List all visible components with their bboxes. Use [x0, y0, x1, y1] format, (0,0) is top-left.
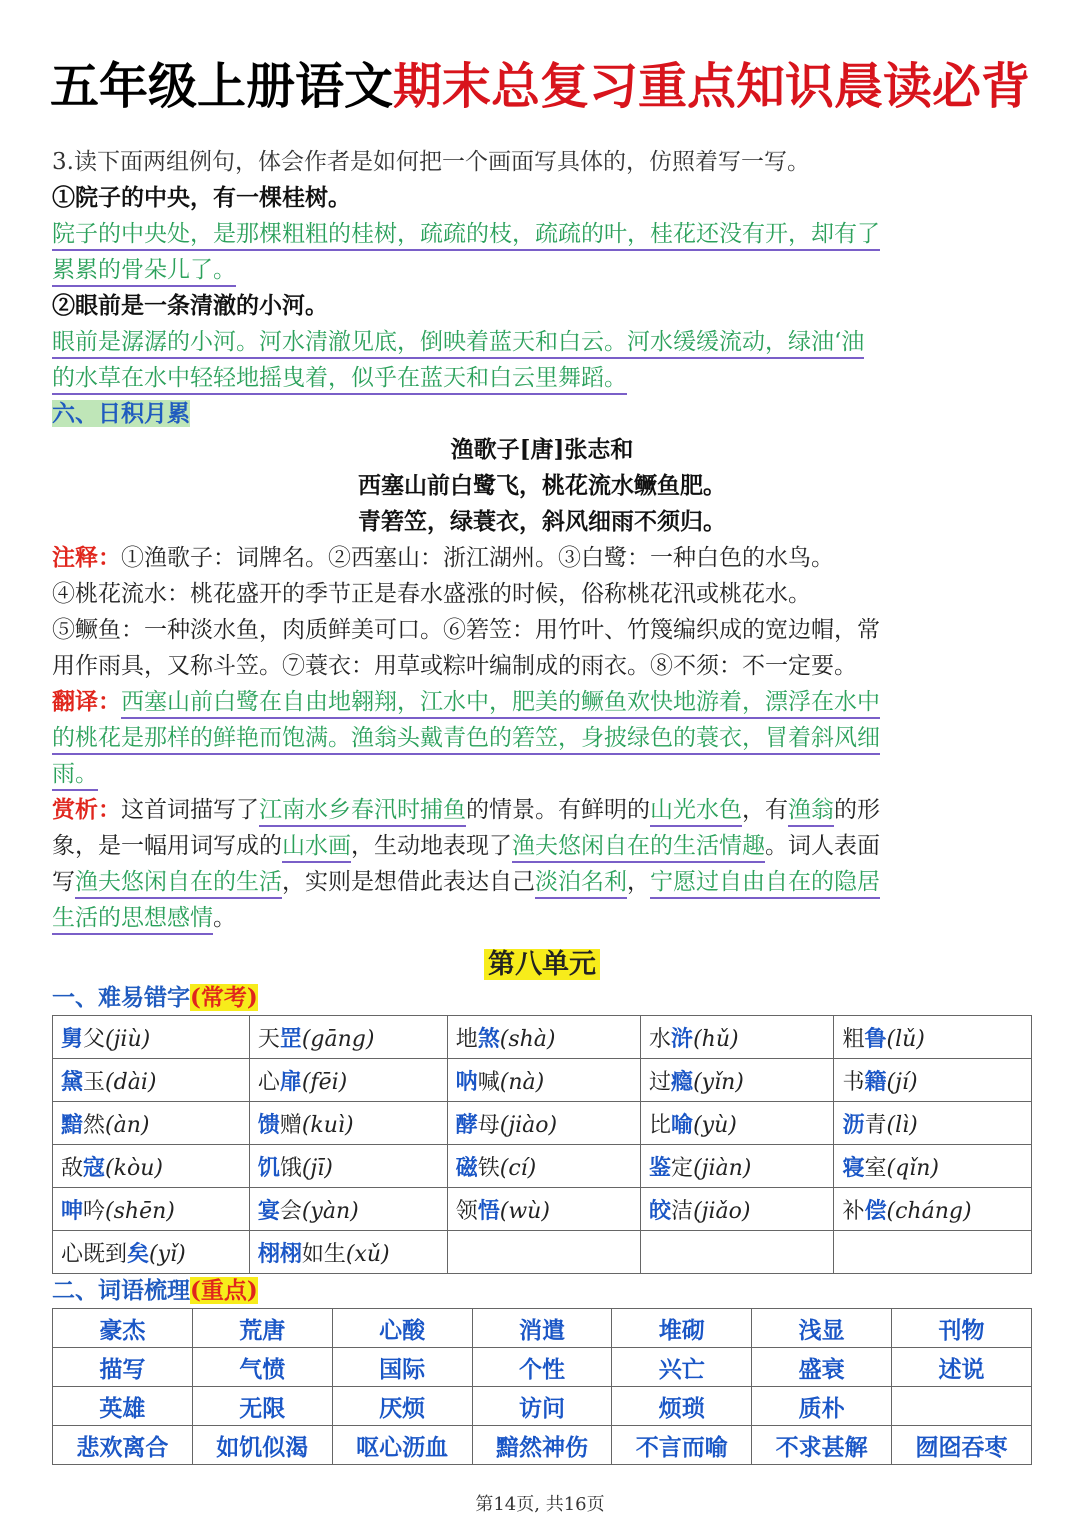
table-cell: 个性 [472, 1348, 612, 1387]
table-cell: 不求甚解 [752, 1426, 892, 1465]
table-row [53, 1231, 1032, 1274]
table-cell: 舅父(jiù) [53, 1016, 250, 1059]
table-cell: 沥青(lì) [834, 1102, 1032, 1145]
table-cell: 英雄 [53, 1387, 193, 1426]
section-heading-6: 六、日积月累 [52, 400, 190, 427]
translation-line-3: 雨。 [52, 759, 98, 791]
table-cell: 比喻(yù) [641, 1102, 834, 1145]
table-cell: 心酸 [332, 1309, 472, 1348]
table-cell: 囫囵吞枣 [892, 1426, 1032, 1465]
notes-line-1: 注释：①渔歌子：词牌名。②西塞山：浙江湖州。③白鹭：一种白色的水鸟。 [52, 544, 834, 571]
q3-answer-2-line2: 的水草在水中轻轻地摇曳着，似乎在蓝天和白云里舞蹈。 [52, 363, 627, 395]
table-cell: 黛玉(dài) [53, 1059, 250, 1102]
table-cell: 黯然(àn) [53, 1102, 250, 1145]
table-cell [834, 1231, 1032, 1274]
table-row [53, 1016, 1032, 1059]
table-cell: 呕心沥血 [332, 1426, 472, 1465]
table-cell: 浅显 [752, 1309, 892, 1348]
q3-answer-1-line1: 院子的中央处，是那棵粗粗的桂树，疏疏的枝，疏疏的叶，桂花还没有开，却有了 [52, 219, 880, 251]
table-cell: 粗鲁(lǔ) [834, 1016, 1032, 1059]
table-cell: 过瘾(yǐn) [641, 1059, 834, 1102]
table-row [53, 1348, 1032, 1387]
table-cell: 敌寇(kòu) [53, 1145, 250, 1188]
table-cell: 盛衰 [752, 1348, 892, 1387]
table-row [53, 1309, 1032, 1348]
notes-line-4: 用作雨具，又称斗笠。⑦蓑衣：用草或粽叶编制成的雨衣。⑧不须：不一定要。 [52, 653, 857, 679]
table-cell: 磁铁(cí) [447, 1145, 640, 1188]
page-footer: 第14页, 共16页 [475, 1494, 605, 1515]
table-cell: 无限 [192, 1387, 332, 1426]
table-cell: 质朴 [752, 1387, 892, 1426]
unit-8-heading: 第八单元 [52, 942, 1032, 981]
table-cell: 栩栩如生(xǔ) [249, 1231, 447, 1274]
table-cell: 访问 [472, 1387, 612, 1426]
table-row [53, 1387, 1032, 1426]
appreciation-line-3: 写渔夫悠闲自在的生活，实则是想借此表达自己淡泊名利，宁愿过自由自在的隐居 [52, 864, 1032, 900]
q3-example-1: ①院子的中央，有一棵桂树。 [52, 184, 351, 211]
table-cell: 刊物 [892, 1309, 1032, 1348]
table-row [53, 1102, 1032, 1145]
table-cell: 宴会(yàn) [249, 1188, 447, 1231]
table-row [53, 1059, 1032, 1102]
q3-answer-2-line1: 眼前是潺潺的小河。河水清澈见底，倒映着蓝天和白云。河水缓缓流动，绿油‘油 [52, 327, 864, 359]
q3-answer-1-line2: 累累的骨朵儿了。 [52, 255, 236, 287]
chars-table [52, 1015, 1032, 1274]
table-row [53, 1145, 1032, 1188]
table-cell: 气愤 [192, 1348, 332, 1387]
table-cell: 国际 [332, 1348, 472, 1387]
table-cell: 荒唐 [192, 1309, 332, 1348]
table-cell: 书籍(jí) [834, 1059, 1032, 1102]
table-cell: 豪杰 [53, 1309, 193, 1348]
table-cell: 消遣 [472, 1309, 612, 1348]
vocab-table [52, 1308, 1032, 1465]
table-row [53, 1188, 1032, 1231]
appreciation-line-4: 生活的思想感情。 [52, 900, 1032, 936]
content [52, 144, 1032, 1465]
table-cell: 描写 [53, 1348, 193, 1387]
poem-line-1: 西塞山前白鹭飞，桃花流水鳜鱼肥。 [358, 472, 726, 499]
table-cell: 如饥似渴 [192, 1426, 332, 1465]
table-cell: 堆砌 [612, 1309, 752, 1348]
title-part2: 期末总复习重点知识晨读必背 [393, 58, 1031, 115]
notes-line-3: ⑤鳜鱼：一种淡水鱼，肉质鲜美可口。⑥箬笠：用竹叶、竹篾编织成的宽边帽，常 [52, 617, 880, 643]
table-cell: 呻吟(shēn) [53, 1188, 250, 1231]
table-cell: 述说 [892, 1348, 1032, 1387]
table-cell: 酵母(jiào) [447, 1102, 640, 1145]
table-cell: 地煞(shà) [447, 1016, 640, 1059]
table-cell: 寝室(qǐn) [834, 1145, 1032, 1188]
translation-line-2: 的桃花是那样的鲜艳而饱满。渔翁头戴青色的箬笠，身披绿色的蓑衣，冒着斜风细 [52, 723, 880, 755]
table-cell: 皎洁(jiǎo) [641, 1188, 834, 1231]
table-cell: 烦琐 [612, 1387, 752, 1426]
table-cell: 黯然神伤 [472, 1426, 612, 1465]
q3-example-2: ②眼前是一条清澈的小河。 [52, 292, 328, 319]
table-cell: 呐喊(nà) [447, 1059, 640, 1102]
title-part1: 五年级上册语文 [49, 58, 393, 115]
table-cell [447, 1231, 640, 1274]
table-cell: 领悟(wù) [447, 1188, 640, 1231]
table-cell: 天罡(gāng) [249, 1016, 447, 1059]
table-cell [641, 1231, 834, 1274]
table-cell: 鉴定(jiàn) [641, 1145, 834, 1188]
table-row [53, 1426, 1032, 1465]
table-cell [892, 1387, 1032, 1426]
appreciation-line-1: 赏析：这首词描写了江南水乡春汛时捕鱼的情景。有鲜明的山光水色，有渔翁的形 [52, 792, 1032, 828]
translation-line-1: 翻译：西塞山前白鹭在自由地翱翔，江水中，肥美的鳜鱼欢快地游着，漂浮在水中 [52, 684, 1032, 720]
q3-prompt: 3.读下面两组例句，体会作者是如何把一个画面写具体的，仿照着写一写。 [52, 149, 810, 175]
table-cell: 心既到矣(yǐ) [53, 1231, 250, 1274]
table-cell: 兴亡 [612, 1348, 752, 1387]
table-cell: 厌烦 [332, 1387, 472, 1426]
table-cell: 不言而喻 [612, 1426, 752, 1465]
table-cell: 饥饿(jī) [249, 1145, 447, 1188]
table-cell: 悲欢离合 [53, 1426, 193, 1465]
section-heading-vocab: 二、词语梳理(重点) [52, 1277, 258, 1304]
table-cell: 心扉(fēi) [249, 1059, 447, 1102]
notes-line-2: ④桃花流水：桃花盛开的季节正是春水盛涨的时候，俗称桃花汛或桃花水。 [52, 581, 811, 607]
table-cell: 水浒(hǔ) [641, 1016, 834, 1059]
page-title [0, 52, 1080, 122]
poem-title: 渔歌子[唐]张志和 [450, 436, 634, 463]
section-heading-chars: 一、难易错字(常考) [52, 984, 258, 1011]
table-cell: 补偿(cháng) [834, 1188, 1032, 1231]
appreciation-line-2: 象，是一幅用词写成的山水画，生动地表现了渔夫悠闲自在的生活情趣。词人表面 [52, 828, 1032, 864]
table-cell: 馈赠(kuì) [249, 1102, 447, 1145]
poem-line-2: 青箬笠，绿蓑衣，斜风细雨不须归。 [358, 508, 726, 535]
